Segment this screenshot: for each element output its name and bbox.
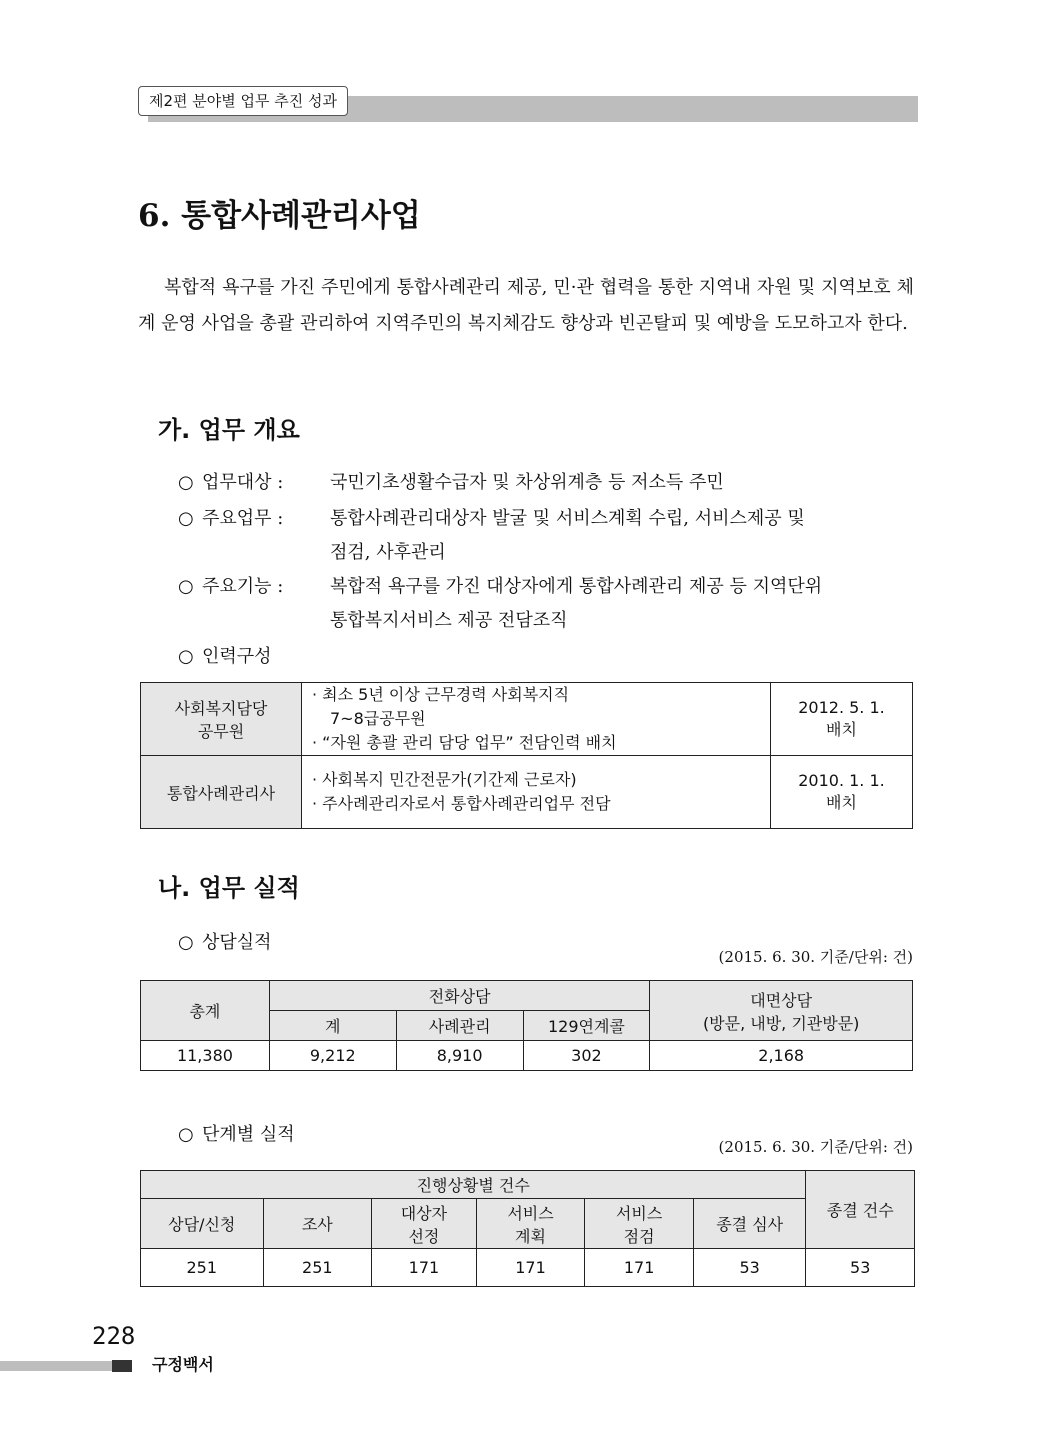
role-cell: 사회복지담당 공무원: [141, 683, 302, 756]
intro-paragraph: [138, 270, 914, 342]
cell-total: 11,380: [141, 1041, 270, 1071]
cell-survey: 251: [263, 1249, 372, 1287]
cell-select: 171: [372, 1249, 477, 1287]
bullet-icon: ○: [178, 1124, 194, 1145]
section-tab: 제2편 분야별 업무 추진 성과: [138, 86, 348, 116]
bullet-icon: ○: [178, 646, 194, 667]
item-label: 업무대상 :: [202, 472, 284, 493]
consult-label: [178, 926, 272, 960]
header-review: 종결 심사: [693, 1199, 806, 1249]
header-phone: 전화상담: [269, 981, 650, 1011]
staff-table: [140, 682, 913, 829]
stage-label: [178, 1118, 295, 1152]
desc-cell: · 최소 5년 이상 근무경력 사회복지직 7~8급공무원 · “자원 총괄 관리 담당 업무” 전담인력 배치: [302, 683, 771, 756]
header-call: 129연계콜: [523, 1011, 650, 1041]
item-label: 상담실적: [202, 932, 272, 953]
bullet-icon: ○: [178, 508, 194, 529]
item-label: 주요업무 :: [202, 508, 284, 529]
item-text: 통합사례관리대상자 발굴 및 서비스계획 수립, 서비스제공 및: [330, 508, 805, 529]
date-cell: 2012. 5. 1. 배치: [771, 683, 913, 756]
header-sum: 계: [269, 1011, 396, 1041]
item-text: 국민기초생활수급자 및 차상위계층 등 저소득 주민: [330, 472, 724, 493]
unit-note: (2015. 6. 30. 기준/단위: 건): [718, 1138, 913, 1156]
desc-cell: · 사회복지 민간전문가(기간제 근로자) · 주사례관리자로서 통합사례관리업무 전담: [302, 756, 771, 829]
role-cell: 통합사례관리사: [141, 756, 302, 829]
cell-check: 171: [585, 1249, 694, 1287]
stage-table: [140, 1170, 915, 1287]
table-row: [141, 1249, 915, 1287]
overview-item-target: [178, 466, 724, 500]
footer-square: [112, 1360, 132, 1372]
cell-face: 2,168: [650, 1041, 913, 1071]
header-apply: 상담/신청: [141, 1199, 264, 1249]
cell-case: 8,910: [396, 1041, 523, 1071]
table-header-row: [141, 1199, 915, 1249]
footer-bar: [0, 1361, 112, 1371]
section-heading-results: 나. 업무 실적: [158, 874, 300, 902]
table-header-row: [141, 981, 913, 1011]
item-text-cont: 점검, 사후관리: [330, 542, 446, 563]
cell-plan: 171: [476, 1249, 585, 1287]
intro-text: 복합적 욕구를 가진 주민에게 통합사례관리 제공, 민·관 협력을 통한 지역내 자원 및 지역보호 체계 운영 사업을 총괄 관리하여 지역주민의 복지체감도 향상과 빈곤탈피 및 예방을 도모하고자 한다.: [138, 277, 914, 334]
overview-item-duty: [178, 502, 805, 536]
cell-review: 53: [693, 1249, 806, 1287]
consult-table: [140, 980, 913, 1071]
overview-item-function: [178, 570, 822, 604]
table-row: [141, 756, 913, 829]
header-select: 대상자 선정: [372, 1199, 477, 1249]
header-total: 총계: [141, 981, 270, 1041]
table-header-row: [141, 1171, 915, 1199]
item-label: 단계별 실적: [202, 1124, 295, 1145]
section-heading-overview: 가. 업무 개요: [158, 416, 300, 444]
cell-apply: 251: [141, 1249, 264, 1287]
book-title: 구정백서: [152, 1355, 214, 1374]
item-text-cont: 통합복지서비스 제공 전담조직: [330, 610, 568, 631]
item-label: 주요기능 :: [202, 576, 284, 597]
header-check: 서비스 점검: [585, 1199, 694, 1249]
cell-closed: 53: [806, 1249, 915, 1287]
table-row: [141, 683, 913, 756]
header-case: 사례관리: [396, 1011, 523, 1041]
item-label: 인력구성: [202, 646, 272, 667]
bullet-icon: ○: [178, 576, 194, 597]
header-survey: 조사: [263, 1199, 372, 1249]
item-text: 복합적 욕구를 가진 대상자에게 통합사례관리 제공 등 지역단위: [330, 576, 823, 597]
bullet-icon: ○: [178, 472, 194, 493]
header-plan: 서비스 계획: [476, 1199, 585, 1249]
header-face: 대면상담 (방문, 내방, 기관방문): [650, 981, 913, 1041]
cell-sum: 9,212: [269, 1041, 396, 1071]
bullet-icon: ○: [178, 932, 194, 953]
overview-item-staff: [178, 640, 272, 674]
unit-note: (2015. 6. 30. 기준/단위: 건): [718, 948, 913, 966]
cell-call: 302: [523, 1041, 650, 1071]
page-number: 228: [92, 1322, 136, 1350]
header-group: 진행상황별 건수: [141, 1171, 806, 1199]
page-title: 6. 통합사례관리사업: [138, 198, 421, 234]
table-row: [141, 1041, 913, 1071]
header-closed: 종결 건수: [806, 1171, 915, 1249]
date-cell: 2010. 1. 1. 배치: [771, 756, 913, 829]
